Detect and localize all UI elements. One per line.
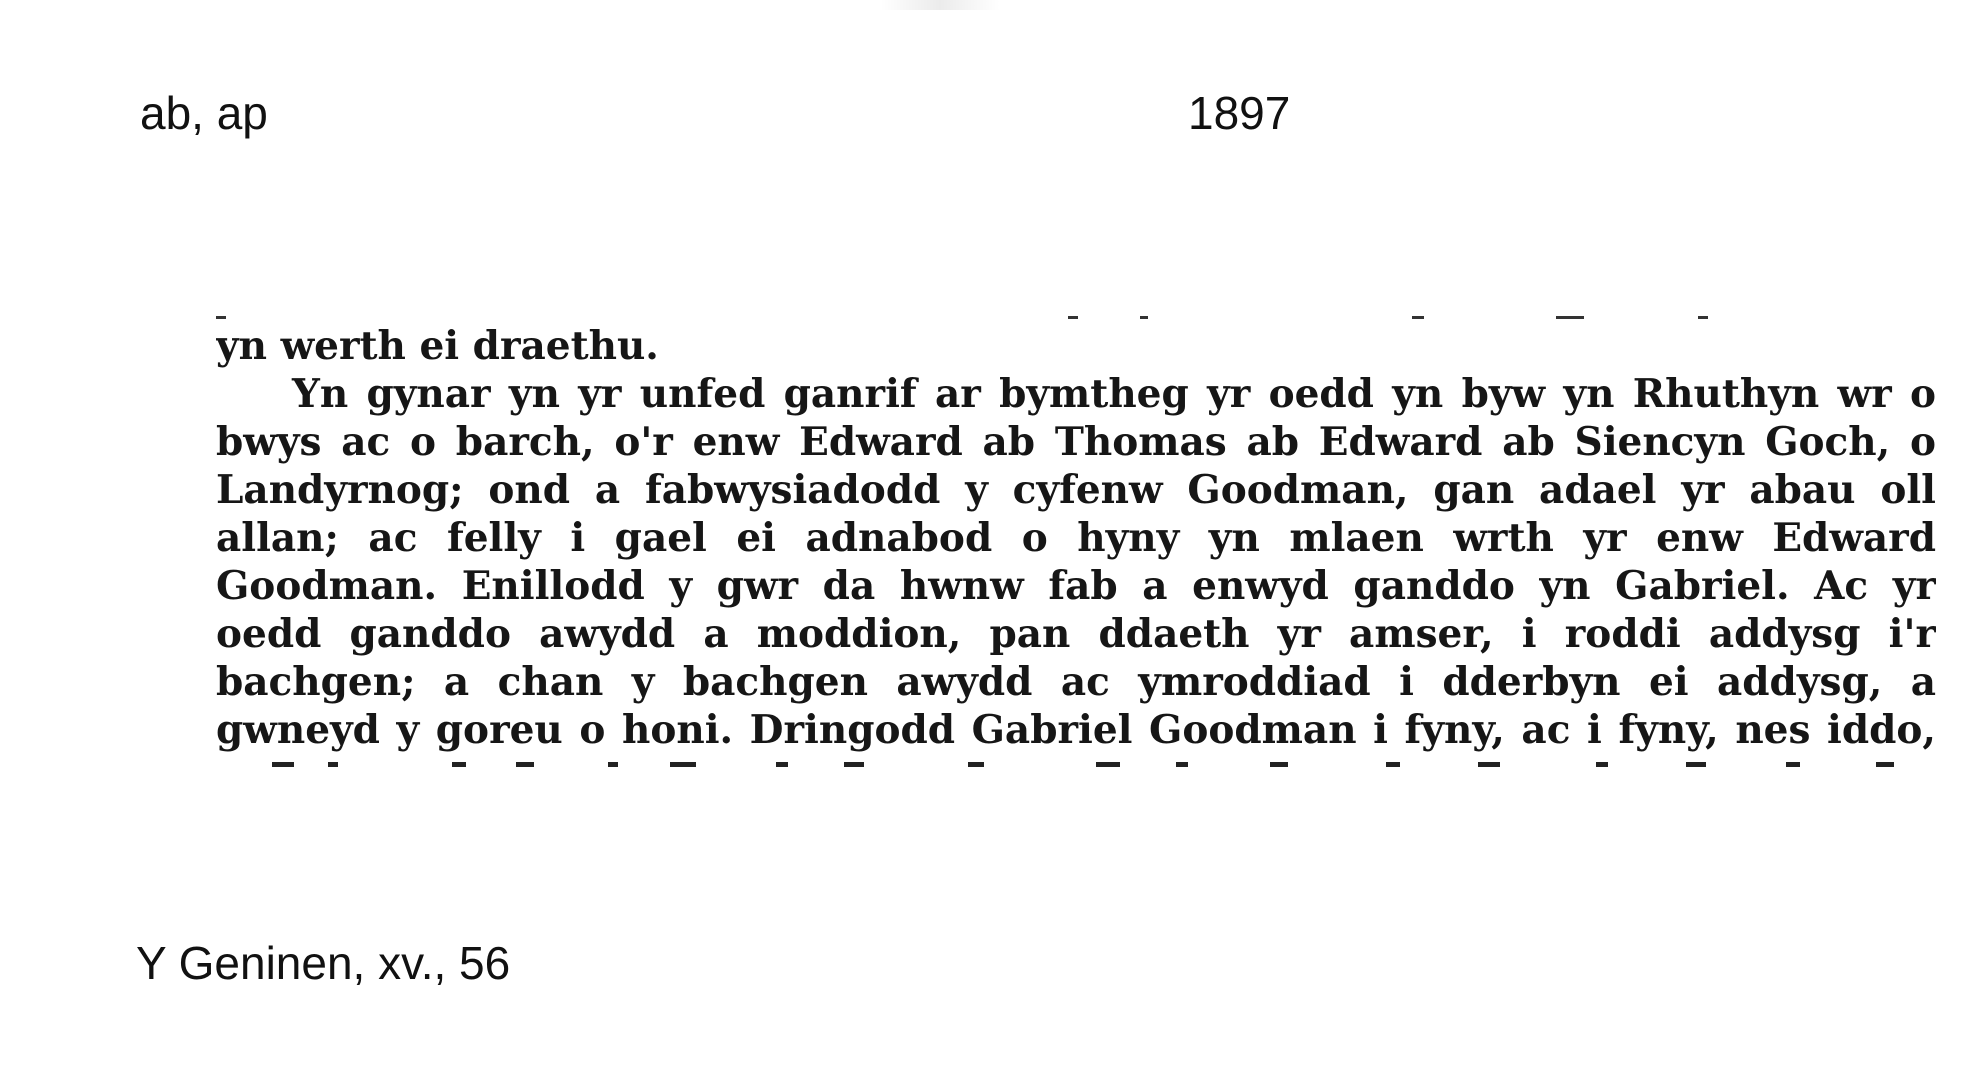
- clipping-line-6: Goodman. Enillodd y gwr da hwnw fab a enwyd ganddo yn Gabriel. Ac yr: [216, 563, 1936, 609]
- text-clipping: [216, 300, 1936, 770]
- clipping-line-7: oedd ganddo awydd a moddion, pan ddaeth yr amser, i roddi addysg i'r: [216, 611, 1936, 657]
- clipping-line-1: yn werth ei draethu.: [216, 323, 659, 369]
- citation-source: Y Geninen, xv., 56: [136, 937, 511, 989]
- citation-year: 1897: [1188, 87, 1291, 139]
- clipping-line-5: allan; ac felly i gael ei adnabod o hyny yn mlaen wrth yr enw Edward: [216, 515, 1936, 561]
- clipping-top-edge-marks: [216, 300, 1936, 324]
- clipping-line-2: Yn gynar yn yr unfed ganrif ar bymtheg yr oedd yn byw yn Rhuthyn wr o: [292, 371, 1936, 417]
- headword: ab, ap: [140, 87, 268, 139]
- clipping-line-3: bwys ac o barch, o'r enw Edward ab Thomas ab Edward ab Siencyn Goch, o: [216, 419, 1936, 465]
- clipping-cut-line-fragments: [216, 752, 1936, 770]
- clipping-line-8: bachgen; a chan y bachgen awydd ac ymroddiad i dderbyn ei addysg, a: [216, 659, 1936, 705]
- scan-smudge: [880, 0, 1000, 10]
- clipping-line-4: Landyrnog; ond a fabwysiadodd y cyfenw Goodman, gan adael yr abau oll: [216, 467, 1936, 513]
- clipping-line-9: gwneyd y goreu o honi. Dringodd Gabriel Goodman i fyny, ac i fyny, nes iddo,: [216, 707, 1936, 753]
